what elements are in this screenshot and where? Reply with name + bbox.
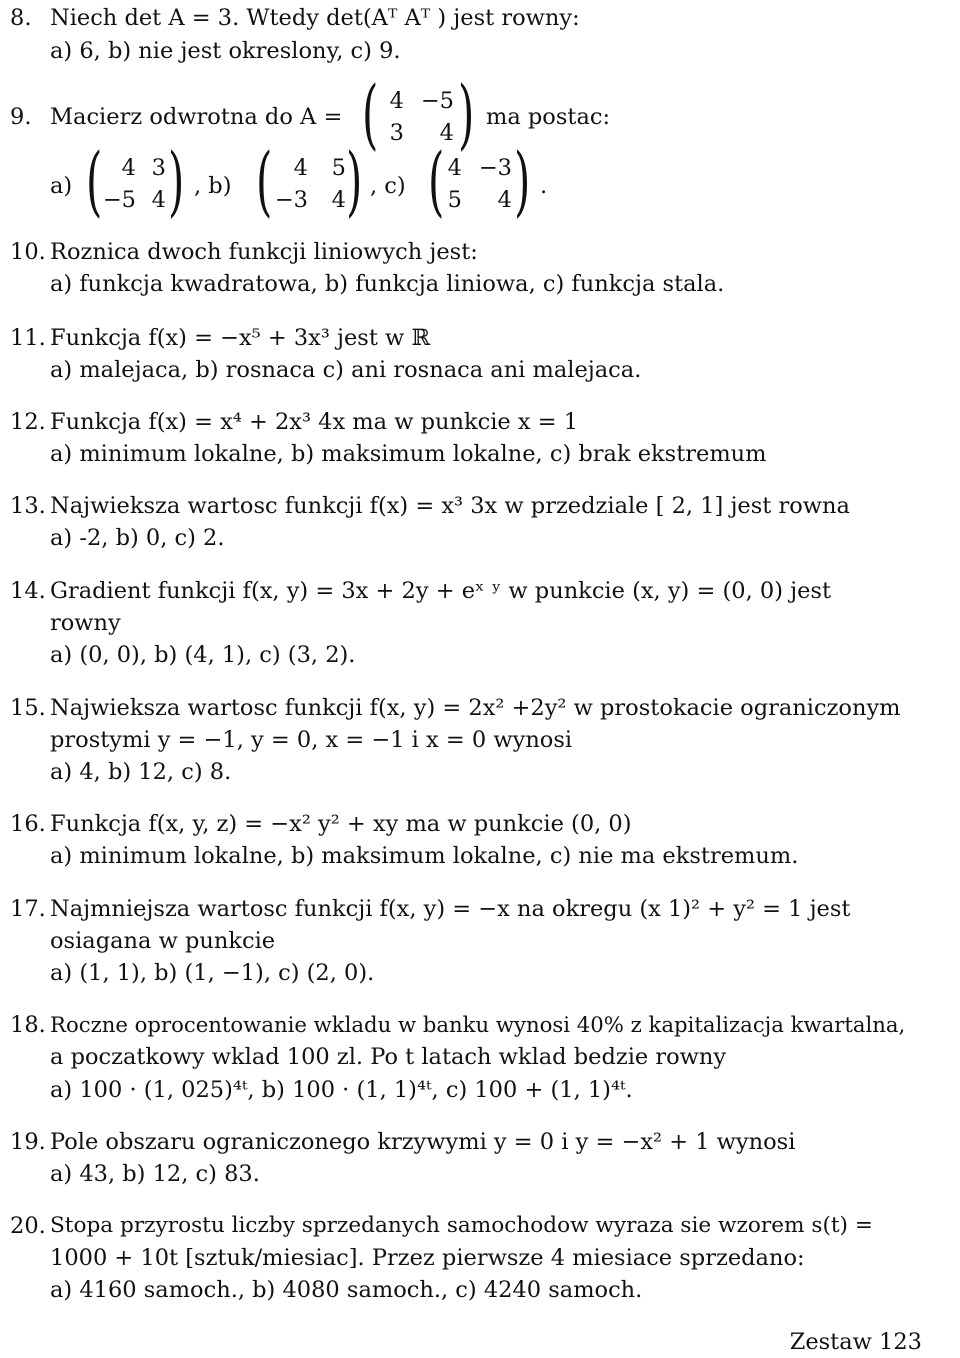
matrix-cell: 5 bbox=[447, 187, 462, 213]
question-text: Najwieksza wartosc funkcji f(x, y) = 2x² +2y² w prostokacie ograniczonym bbox=[50, 695, 901, 721]
matrix-cell: 3 bbox=[389, 120, 404, 146]
question-text-continued: rowny bbox=[50, 610, 121, 636]
question-number: 19. bbox=[10, 1129, 46, 1155]
left-paren: ( bbox=[86, 136, 103, 225]
question-text: Roznica dwoch funkcji liniowych jest: bbox=[50, 239, 478, 265]
answer-options: a) malejaca, b) rosnaca c) ani rosnaca ani malejaca. bbox=[50, 357, 642, 383]
question-number: 14. bbox=[10, 578, 46, 604]
matrix-cell: −5 bbox=[420, 88, 454, 114]
left-paren: ( bbox=[256, 136, 273, 225]
question-text: Pole obszaru ograniczonego krzywymi y = 0 i y = −x² + 1 wynosi bbox=[50, 1129, 796, 1155]
answer-options: a) 6, b) nie jest okreslony, c) 9. bbox=[50, 38, 401, 64]
question-text: Funkcja f(x) = −x⁵ + 3x³ jest w ℝ bbox=[50, 325, 431, 351]
answer-options: a) minimum lokalne, b) maksimum lokalne, c) brak ekstremum bbox=[50, 441, 767, 467]
matrix-cell: 4 bbox=[439, 120, 454, 146]
question-text: Najmniejsza wartosc funkcji f(x, y) = −x na okregu (x 1)² + y² = 1 jest bbox=[50, 896, 851, 922]
question-text: Roczne oprocentowanie wkladu w banku wynosi 40% z kapitalizacja kwartalna, bbox=[50, 1012, 906, 1037]
set-label: Zestaw 123 bbox=[789, 1329, 922, 1355]
matrix-cell: 4 bbox=[331, 187, 346, 213]
right-paren: ) bbox=[458, 69, 475, 158]
question-number: 20. bbox=[10, 1213, 46, 1239]
question-number: 18. bbox=[10, 1012, 46, 1038]
answer-options: a) funkcja kwadratowa, b) funkcja liniowa, c) funkcja stala. bbox=[50, 271, 725, 297]
matrix-option-b bbox=[256, 136, 366, 225]
question-text: Funkcja f(x) = x⁴ + 2x³ 4x ma w punkcie x = 1 bbox=[50, 409, 579, 435]
question-number: 17. bbox=[10, 896, 46, 922]
question-text-continued: 1000 + 10t [sztuk/miesiac]. Przez pierwsze 4 miesiace sprzedano: bbox=[50, 1245, 805, 1271]
answer-options: a) 43, b) 12, c) 83. bbox=[50, 1161, 260, 1187]
question-number: 16. bbox=[10, 811, 46, 837]
question-text: Gradient funkcji f(x, y) = 3x + 2y + eˣ ʸ w punkcie (x, y) = (0, 0) jest bbox=[50, 578, 832, 604]
answer-options: a) minimum lokalne, b) maksimum lokalne, c) nie ma ekstremum. bbox=[50, 843, 799, 869]
option-b-label: , b) bbox=[194, 173, 232, 199]
question-number: 10. bbox=[10, 239, 46, 265]
matrix-cell: 4 bbox=[447, 155, 462, 181]
question-number: 9. bbox=[10, 104, 32, 130]
option-c-label: , c) bbox=[370, 173, 406, 199]
matrix-cell: 4 bbox=[293, 155, 308, 181]
right-paren: ) bbox=[514, 136, 531, 225]
matrix-cell: 4 bbox=[151, 187, 166, 213]
question-text-continued: a poczatkowy wklad 100 zl. Po t latach wklad bedzie rowny bbox=[50, 1044, 727, 1070]
matrix-cell: 4 bbox=[389, 88, 404, 114]
question-text: Funkcja f(x, y, z) = −x² y² + xy ma w punkcie (0, 0) bbox=[50, 811, 632, 837]
question-number: 15. bbox=[10, 695, 46, 721]
matrix-option-c bbox=[428, 136, 538, 225]
matrix-cell: 4 bbox=[121, 155, 136, 181]
matrix-cell: 5 bbox=[331, 155, 346, 181]
question-text-suffix: ma postac: bbox=[486, 104, 611, 130]
matrix-cell: 4 bbox=[497, 187, 512, 213]
matrix-cell: 3 bbox=[151, 155, 166, 181]
question-text: Macierz odwrotna do A = bbox=[50, 104, 343, 130]
answer-options: a) (1, 1), b) (1, −1), c) (2, 0). bbox=[50, 960, 375, 986]
answer-options: a) 4160 samoch., b) 4080 samoch., c) 4240 samoch. bbox=[50, 1277, 643, 1303]
question-text-continued: osiagana w punkcie bbox=[50, 928, 276, 954]
question-text-continued: prostymi y = −1, y = 0, x = −1 i x = 0 wynosi bbox=[50, 727, 573, 753]
matrix-option-a bbox=[86, 136, 196, 225]
question-text: Niech det A = 3. Wtedy det(Aᵀ Aᵀ ) jest rowny: bbox=[50, 5, 580, 31]
right-paren: ) bbox=[346, 136, 363, 225]
matrix-cell: −3 bbox=[274, 187, 308, 213]
matrix-cell: −3 bbox=[478, 155, 512, 181]
left-paren: ( bbox=[428, 136, 445, 225]
answer-options: a) 4, b) 12, c) 8. bbox=[50, 759, 232, 785]
question-text: Stopa przyrostu liczby sprzedanych samochodow wyraza sie wzorem s(t) = bbox=[50, 1213, 873, 1238]
answer-options: a) -2, b) 0, c) 2. bbox=[50, 525, 225, 551]
question-text: Najwieksza wartosc funkcji f(x) = x³ 3x w przedziale [ 2, 1] jest rowna bbox=[50, 493, 850, 519]
answer-options: a) (0, 0), b) (4, 1), c) (3, 2). bbox=[50, 642, 356, 668]
matrix-cell: −5 bbox=[102, 187, 136, 213]
question-number: 8. bbox=[10, 5, 32, 31]
question-number: 11. bbox=[10, 325, 46, 351]
answer-options: a) 100 · (1, 025)⁴ᵗ, b) 100 · (1, 1)⁴ᵗ, c) 100 + (1, 1)⁴ᵗ. bbox=[50, 1077, 633, 1103]
answers-end: . bbox=[540, 173, 548, 199]
question-number: 13. bbox=[10, 493, 46, 519]
left-paren: ( bbox=[362, 69, 379, 158]
matrix-A bbox=[362, 69, 482, 158]
option-a-label: a) bbox=[50, 173, 73, 199]
question-number: 12. bbox=[10, 409, 46, 435]
right-paren: ) bbox=[168, 136, 185, 225]
